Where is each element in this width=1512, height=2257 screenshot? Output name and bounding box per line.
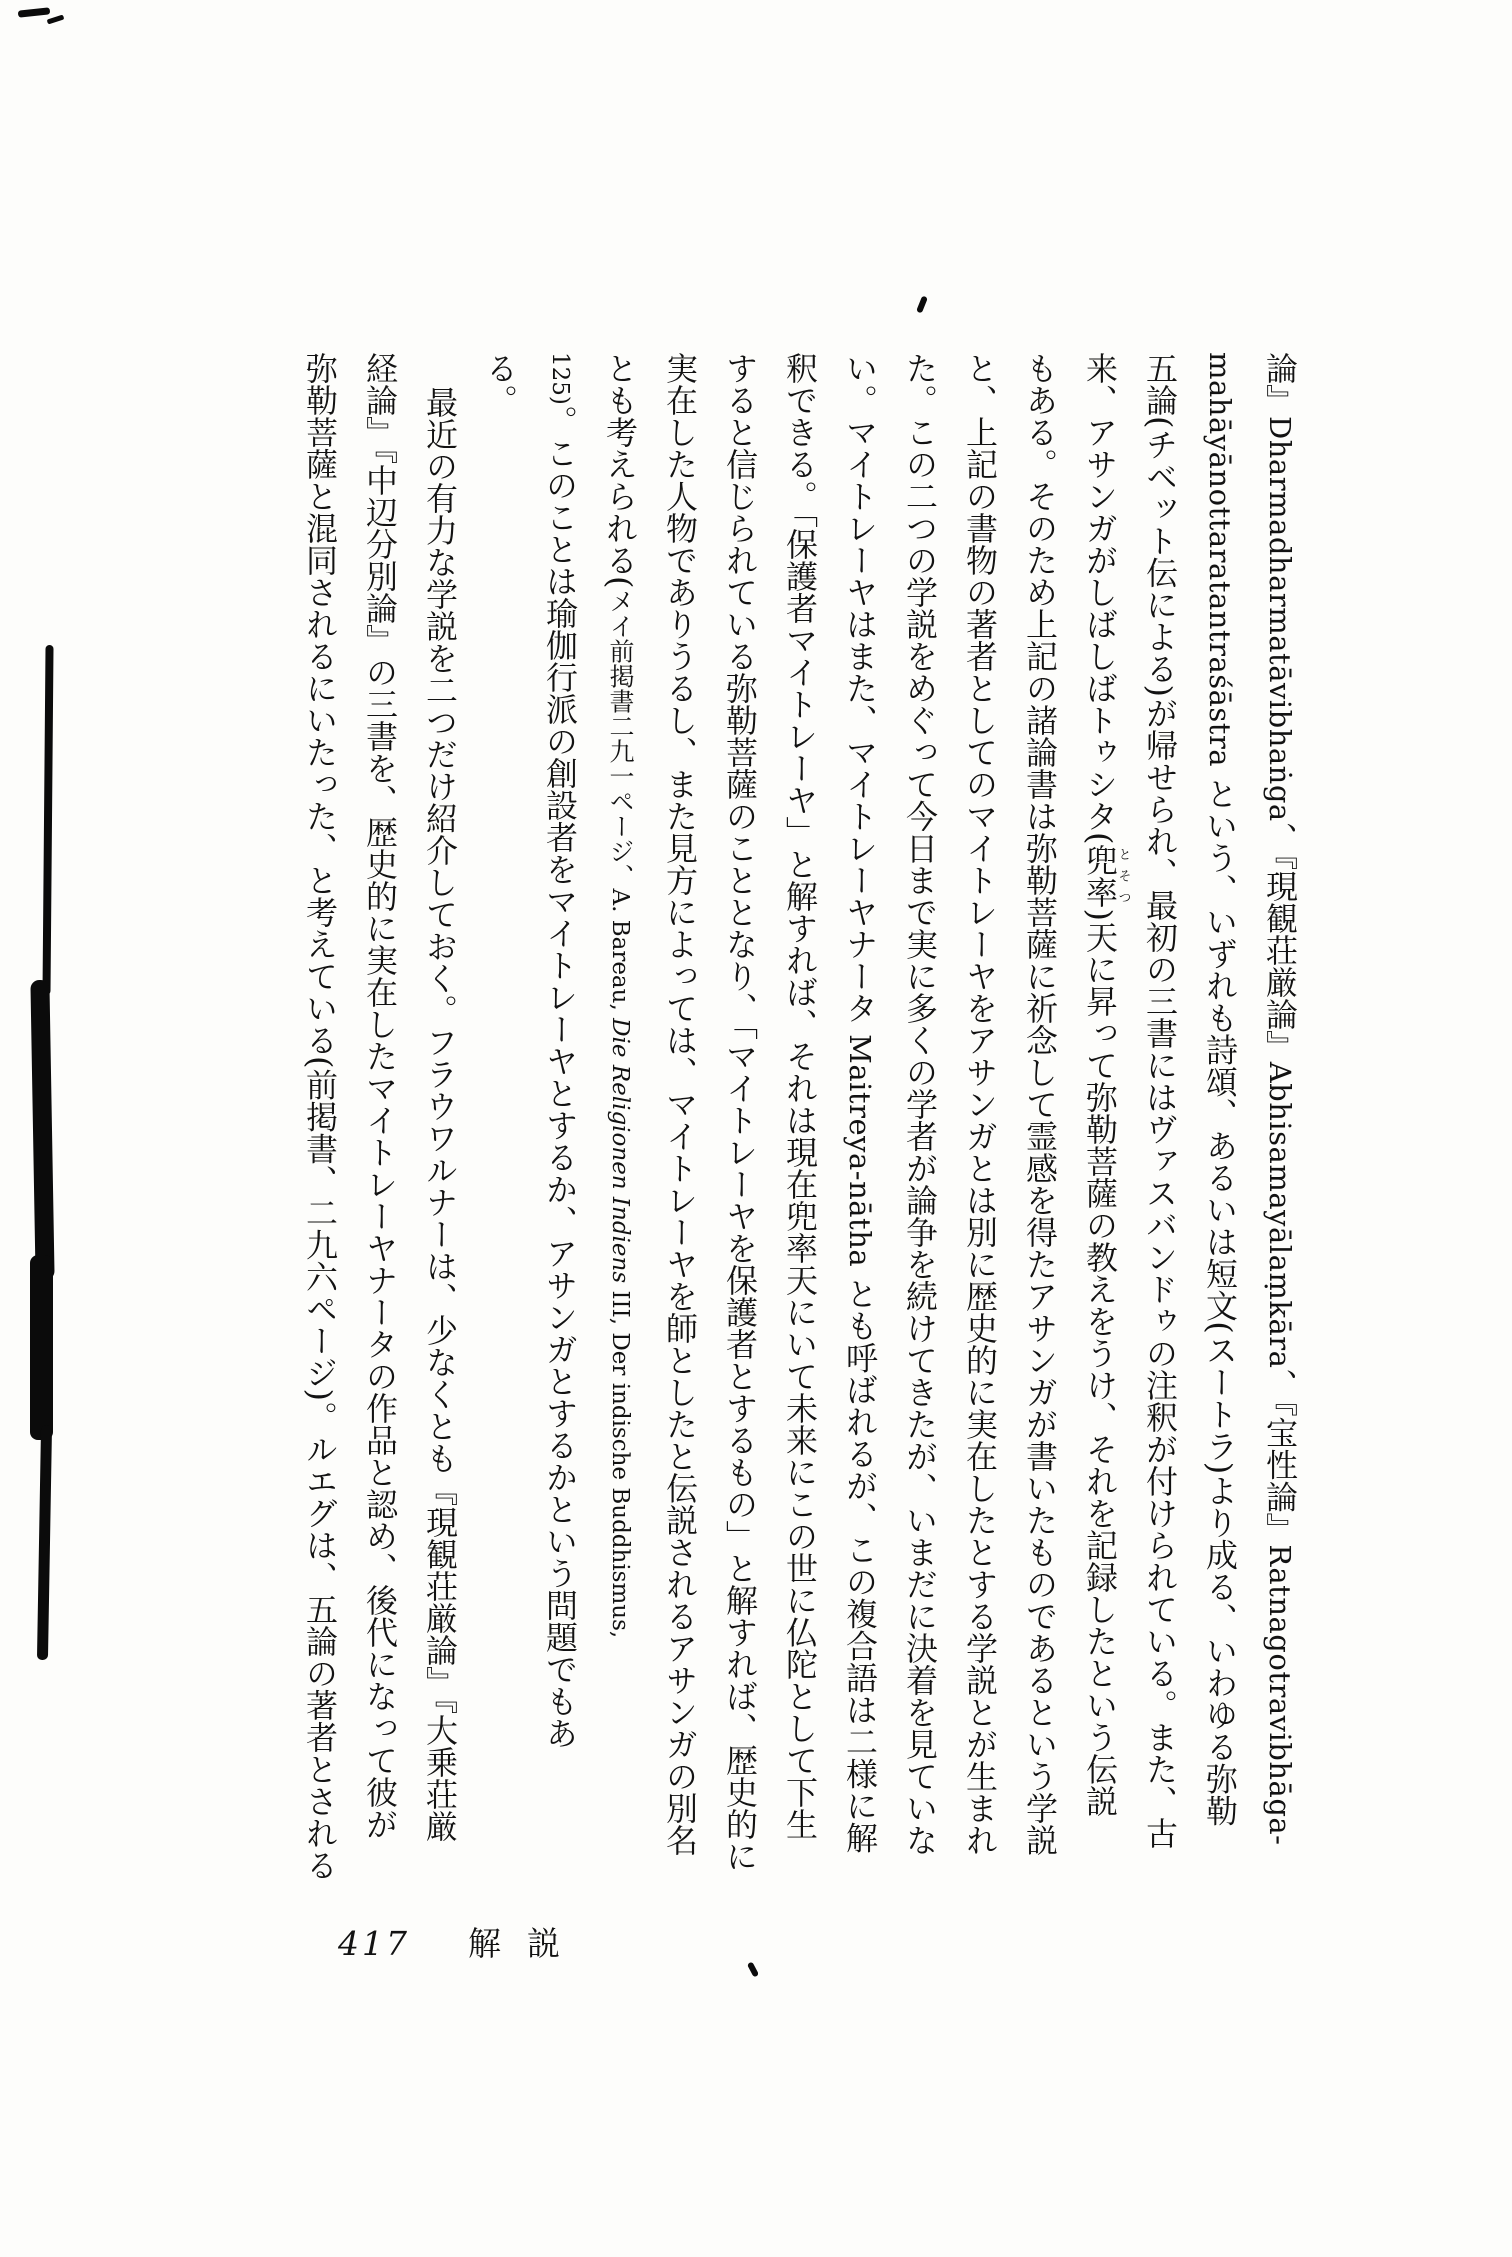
text-column: もある。そのため上記の諸論書は弥勒菩薩に祈念して霊感を得たアサンガが書いたものであるという学説 [1021, 352, 1059, 1856]
text-column: と、上記の書物の著者としてのマイトレーヤをアサンガとは別に歴史的に実在したとする学説とが生まれ [961, 352, 999, 1856]
text-column: 五論(チベット伝による)が帰せられ、最初の三書にはヴァスバンドゥの注釈が付けられている。また、古 [1141, 352, 1179, 1849]
text-column: 125)。このことは瑜伽行派の創設者をマイトレーヤとするか、アサンガとするかという問題でもあ [541, 352, 579, 1749]
text-column: とも考えられる(メイ前掲書二九一ページ、A. Bareau, Die Religionen Indiens III, Der indische Buddhismus, [601, 352, 639, 1639]
ruby-annotated-word: 兜率とそつ [1081, 844, 1131, 909]
text-column: る。 [481, 352, 519, 416]
text-column: た。この二つの学説をめぐって今日まで実に多くの学者が論争を続けてきたが、いまだに決着を見ていな [901, 352, 939, 1856]
page-footer [338, 1918, 586, 1965]
text-column: 論』Dharmadharmatāvibhaṅga、『現観荘厳論』Abhisamayālaṃkāra、『宝性論』Ratnagotravibhāga- [1261, 352, 1299, 1846]
text-column: 最近の有力な学説を二つだけ紹介しておく。フラウワルナーは、少なくとも『現観荘厳論』『大乗荘厳 [421, 386, 459, 1842]
ink-speck [916, 295, 928, 313]
binding-ink-streak [37, 1425, 52, 1660]
section-title: 解説 [468, 1924, 586, 1963]
text-columns [270, 352, 1310, 1952]
ink-dash-mark [47, 14, 65, 24]
binding-ink-streak [30, 980, 54, 1280]
text-column: すると信じられている弥勒菩薩のこととなり、「マイトレーヤを保護者とするもの」と解すれば、歴史的に [721, 352, 759, 1872]
text-column: 釈できる。「保護者マイトレーヤ」と解すれば、それは現在兜率天にいて未来にこの世に仏陀として下生 [781, 352, 819, 1840]
ink-dash-mark [18, 7, 51, 17]
text-column: 経論』『中辺分別論』の三書を、歴史的に実在したマイトレーヤナータの作品と認め、後代になって彼が [361, 352, 399, 1840]
ink-speck [747, 1961, 759, 1977]
text-column: 来、アサンガがしばしばトゥシタ(兜率とそつ)天に昇って弥勒菩薩の教えをうけ、それを記録したという伝説 [1081, 352, 1131, 1817]
text-column: 弥勒菩薩と混同されるにいたった、と考えている(前掲書、二九六ページ)。ルエグは、五論の著者とされる [301, 352, 339, 1881]
binding-ink-streak [42, 645, 53, 995]
page-number: 417 [338, 1924, 410, 1963]
text-column: 実在した人物でありうるし、また見方によっては、マイトレーヤを師としたと伝説されるアサンガの別名 [661, 352, 699, 1856]
text-column: mahāyānottaratantraśāstra という、いずれも詩頌、あるいは短文(スートラ)より成る、いわゆる弥勒 [1201, 352, 1239, 1827]
binding-ink-streak [30, 1255, 53, 1440]
text-column: い。マイトレーヤはまた、マイトレーヤナータ Maitreya-nātha とも呼ばれるが、この複合語は二様に解 [841, 352, 879, 1854]
